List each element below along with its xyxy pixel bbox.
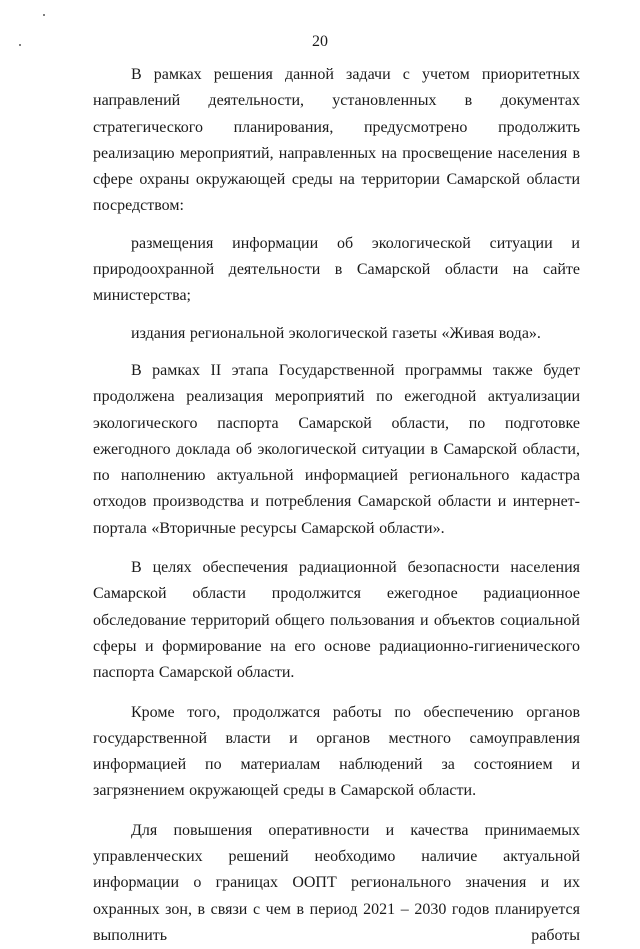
page-number: 20 — [312, 33, 328, 50]
paragraph: Кроме того, продолжатся работы по обеспечению органов государственной власти и органов местного самоуправления информацией по материалам наблюдений за состоянием и загрязнением окружающей среды в Самарской области. — [93, 703, 580, 800]
document-body — [93, 62, 580, 949]
paragraph: Для повышения оперативности и качества принимаемых управленческих решений необходимо наличие актуальной информации о границах ООПТ регионального значения и их охранных зон, в связи с чем в период 2021 – 2030 годов планируется выполнить работы — [93, 821, 580, 944]
paragraph: В рамках решения данной задачи с учетом приоритетных направлений деятельности, установленных в документах стратегического планирования, предусмотрено продолжить реализацию мероприятий, направленных на просвещение населения в сфере охраны окружающей среды на территории Самарской области посредством: — [93, 66, 580, 215]
scan-speck — [43, 14, 45, 16]
paragraph: размещения информации об экологической ситуации и природоохранной деятельности в Самарской области на сайте министерства; — [93, 234, 580, 305]
paragraph: В рамках II этапа Государственной программы также будет продолжена реализация мероприятий по ежегодной актуализации экологического паспорта Самарской области, по подготовке ежегодного доклада об экологической ситуации в Самарской области, по наполнению актуальной информацией регионального кадастра отходов производства и потребления Самарской области и интернет-портала «Вторичные ресурсы Самарской области». — [93, 361, 580, 537]
paragraph: В целях обеспечения радиационной безопасности населения Самарской области продолжится ежегодное радиационное обследование территорий общего пользования и объектов социальной сферы и формирование на его основе радиационно-гигиенического паспорта Самарской области. — [93, 559, 580, 682]
paragraph: издания региональной экологической газеты «Живая вода». — [131, 324, 541, 342]
